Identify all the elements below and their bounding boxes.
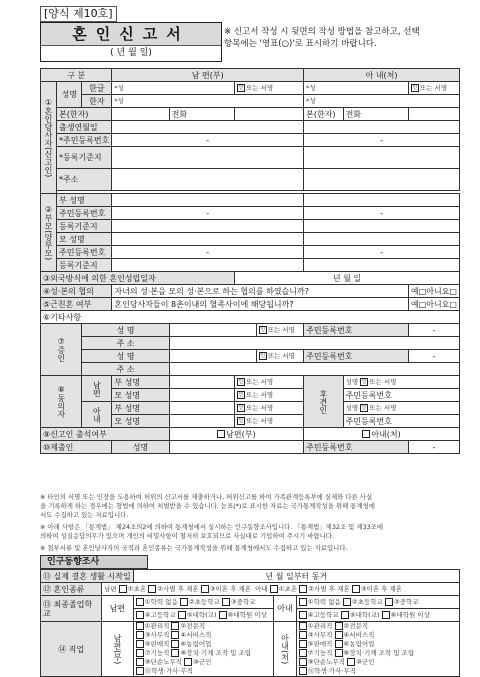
father-family-reg-label: 등록기준지 [57, 220, 112, 233]
form-number: [양식 제10호] [40, 6, 117, 22]
husband-father-resident-field[interactable]: - [112, 207, 304, 220]
checkbox-icon [352, 585, 360, 593]
hangul-label: 한글 [82, 82, 112, 95]
mother-family-reg-label: 등록기준지 [57, 259, 112, 272]
note-line: 의하여 성실응답의무가 있으며 개인의 비밀사항이 철저히 보호되므로 사실대로 기입하여 주시기 바랍니다. [40, 532, 334, 540]
submitter-name-label: 성명 [112, 441, 169, 454]
guardian-label: 후견인 [304, 376, 343, 428]
wife-phone-label: 전화 [343, 108, 408, 121]
wife-name-hangul-field[interactable]: *성 [304, 82, 409, 95]
checkbox-icon [299, 658, 307, 666]
seal-icon: 인 [361, 378, 367, 385]
checkbox-icon [343, 598, 351, 606]
checkbox-icon [148, 585, 156, 593]
consent-wife-mother-seal[interactable]: 인 또는 서명 [234, 415, 303, 428]
husband-family-reg-field[interactable] [112, 147, 304, 169]
checkbox-icon [299, 598, 307, 606]
seal-icon: 인 [238, 404, 244, 411]
witness1-seal[interactable]: 인 또는 서명 [256, 324, 303, 337]
marriage-type-options[interactable]: 남편 ①초혼 ②사별 후 재혼 ③이혼 후 재혼 아내 ①초혼 ②사별 후 재혼 ③이혼 후 재혼 [102, 583, 460, 596]
instructions-notice [224, 26, 459, 50]
surname-agreement-label: ④성·본의 협의 [41, 285, 112, 298]
consent-husband-label: 남편 [82, 376, 112, 402]
husband-mother-name-field[interactable] [112, 233, 304, 246]
wife-phone-field[interactable] [408, 108, 459, 121]
attendance-label: ⑨신고인 출석여부 [41, 428, 170, 441]
witness1-address-label: 주 소 [82, 337, 169, 350]
note-line: 서도 수집하고 있는 자료입니다. [40, 511, 129, 519]
checkbox-icon [171, 640, 179, 648]
address-label: *주소 [57, 169, 112, 191]
husband-mother-reg-field[interactable] [112, 259, 304, 272]
submitter-name-field[interactable] [169, 441, 303, 454]
witness2-name-label: 성 명 [82, 350, 169, 363]
wife-family-reg-field[interactable] [304, 147, 460, 169]
wife-mother-reg-field[interactable] [304, 259, 460, 272]
checkbox-icon [136, 598, 144, 606]
other-items-field[interactable]: ⑥기타사항 [41, 311, 460, 324]
foreign-method-date-field[interactable]: 년 월 일 [234, 272, 459, 285]
husband-father-name-field[interactable] [112, 194, 304, 207]
husband-name-hanja-field[interactable]: *성 [112, 95, 304, 108]
checkbox-icon [136, 622, 144, 630]
seal-icon: 인 [260, 352, 266, 359]
checkbox-icon [341, 611, 349, 619]
checkbox-icon [136, 611, 144, 619]
checkbox-icon [136, 649, 144, 657]
checkbox-icon [219, 611, 227, 619]
note-line: ※ 아래 사항은 「통계법」 제24조의2에 의하여 통계청에서 실시하는 인구동향조사입니다. 「통계법」제32조 및 제33조에 [40, 523, 384, 531]
seal-icon: 인 [412, 84, 418, 91]
witness1-resident-field[interactable]: - [408, 324, 459, 337]
hanja-label: 한자 [82, 95, 112, 108]
seal-icon: 인 [238, 84, 244, 91]
checkbox-icon [136, 667, 144, 675]
wife-header: 아 내(처) [304, 69, 460, 82]
submitter-resident-field[interactable]: - [408, 441, 459, 454]
husband-mother-resident-field[interactable]: - [112, 246, 304, 259]
section-label-parents: ②부모(양부모) [41, 194, 57, 272]
seal-icon: 인 [238, 391, 244, 398]
note-line: ※ 타인의 서명 또는 인장을 도용하여 허위의 신고서를 제출하거나, 허위신고를 하여 가족관계등록부에 실제와 다른 사실 [40, 493, 373, 501]
checkbox-icon [335, 631, 343, 639]
submitter-resident-label: 주민등록번호 [304, 441, 409, 454]
consent-wife-mother-label: 모 성명 [112, 415, 169, 428]
edu-husband-label: 남편 [102, 596, 134, 622]
wife-address-field[interactable] [304, 169, 460, 191]
family-reg-label: *등록기준지 [57, 147, 112, 169]
checkbox-icon [299, 667, 307, 675]
note-line: ※ 첨부서류 및 혼인당사자의 국적과 혼인종류는 국가통계작성을 위해 통계청에서도 수집하고 있는 자료입니다. [40, 544, 348, 552]
father-resident-label: 주민등록번호 [57, 207, 112, 220]
close-kin-yes-no[interactable]: 예□아니요□ [408, 298, 459, 311]
consent-husband-mother-field[interactable] [169, 389, 234, 402]
stats-table [40, 569, 460, 677]
edu-husband-row2[interactable]: ④고등학교 ⑤대학(교) ⑥대학원 이상 [133, 609, 274, 622]
husband-name-hangul-field[interactable]: *성 [112, 82, 235, 95]
seal-icon: 인 [238, 378, 244, 385]
checkbox-icon [347, 658, 355, 666]
section-label-witness: ⑦증인 [41, 324, 82, 376]
wife-mother-resident-field[interactable]: - [304, 246, 460, 259]
living-start-field[interactable]: 년 월 일부터 동거 [133, 570, 459, 583]
checkbox-icon [171, 631, 179, 639]
checkbox-icon [270, 585, 278, 593]
section-label-parties: ①혼인당사자(신고인) [41, 82, 57, 194]
foreign-method-label: ③외국방식에 의한 혼인성립일자 [41, 272, 235, 285]
surname-agreement-question: 자녀의 성·본을 모의 성·본으로 하는 협의를 하였습니까? [112, 285, 409, 298]
close-kin-label: ⑤근친혼 여부 [41, 298, 112, 311]
consent-wife-father-label: 부 성명 [112, 402, 169, 415]
guardian2-name-field[interactable]: 성명 인 또는 서명 [343, 402, 459, 415]
wife-bon-label: 본(한자) [304, 108, 343, 121]
consent-husband-father-label: 부 성명 [112, 376, 169, 389]
education-label: ⑬ 최종졸업학교 [41, 596, 102, 622]
checkbox-icon [299, 611, 307, 619]
job-husband-label: 남편(부) [102, 622, 134, 677]
mother-resident-label: 주민등록번호 [57, 246, 112, 259]
husband-phone-label: 전화 [169, 108, 234, 121]
father-name-label: 부 성명 [57, 194, 112, 207]
edu-wife-row2[interactable]: ④고등학교 ⑤대학(교) ⑥대학원 이상 [296, 609, 459, 622]
checkbox-icon [335, 640, 343, 648]
checkbox-icon [171, 622, 179, 630]
living-start-label: ⑪ 실제 결혼 생활 시작일 [41, 570, 134, 583]
consent-wife-father-seal[interactable]: 인 또는 서명 [234, 402, 303, 415]
husband-resident-no-field[interactable]: - [112, 134, 304, 147]
title-box [40, 22, 222, 62]
birth-label: 출생연월일 [57, 121, 112, 134]
note-line: 을 기록하게 하는 경우에는 형법에 의하여 처벌받을 수 있습니다. 눈표(*)로 표시한 자료는 국가통계작성을 위해 통계청에 [40, 502, 375, 510]
job-husband-options[interactable]: ①관리직 ②전문직 ③사무직 ④서비스직 ⑤판매직 ⑥농림어업 ⑦기능직 ⑧장치·기계 조작 및 조립 ⑨단순노무직 ⑩군인 ⑪학생·가사·무직 [133, 622, 274, 677]
submitter-label: ⑩제출인 [41, 441, 112, 454]
wife-name-hanja-field[interactable]: *성 [304, 95, 460, 108]
seal-icon: 인 [361, 404, 367, 411]
wife-mother-name-field[interactable] [304, 233, 460, 246]
name-label: 성명 [57, 82, 82, 108]
wife-resident-no-field[interactable]: - [304, 134, 460, 147]
checkbox-icon [385, 598, 393, 606]
consent-husband-mother-label: 모 성명 [112, 389, 169, 402]
consent-wife-mother-field[interactable] [169, 415, 234, 428]
checkbox-icon [299, 640, 307, 648]
witness1-name-label: 성 명 [82, 324, 169, 337]
checkbox-icon [184, 658, 192, 666]
checkbox-icon [119, 585, 127, 593]
checkbox-icon [362, 430, 370, 438]
bon-label: 본(한자) [57, 108, 112, 121]
guardian-name-field[interactable]: 성명 인 또는 서명 [343, 376, 459, 389]
checkbox-icon [335, 622, 343, 630]
notice-line-2: 항목에는 '영표(○)'로 표시하기 바랍니다. [224, 39, 377, 49]
husband-phone-field[interactable] [234, 108, 303, 121]
witness2-resident-label: 주민등록번호 [304, 350, 409, 363]
guardian2-resident-field[interactable]: 주민등록번호 [343, 415, 459, 428]
checkbox-icon [180, 598, 188, 606]
consent-wife-label: 아내 [82, 402, 112, 428]
notice-line-1: ※ 신고서 작성 시 뒷면의 작성 방법을 참고하고, 선택 [224, 27, 420, 37]
checkbox-icon [217, 430, 225, 438]
checkbox-icon [136, 631, 144, 639]
witness1-resident-label: 주민등록번호 [304, 324, 409, 337]
husband-seal[interactable]: 인 또는 서명 [234, 82, 303, 95]
seal-icon: 인 [260, 326, 266, 333]
checkbox-icon [299, 649, 307, 657]
checkbox-icon [299, 622, 307, 630]
consent-husband-father-field[interactable] [169, 376, 234, 389]
witness2-address-label: 주 소 [82, 363, 169, 376]
guardian-resident-field[interactable]: 주민등록번호 [343, 389, 459, 402]
checkbox-icon [335, 649, 343, 657]
job-wife-options[interactable]: ①관리직 ②전문직 ③사무직 ④서비스직 ⑤판매직 ⑥농림어업 ⑦기능직 ⑧장치·기계 조작 및 조립 ⑨단순노무직 ⑩군인 ⑪학생·가사·무직 [296, 622, 459, 677]
mother-name-label: 모 성명 [57, 233, 112, 246]
edu-husband-row1[interactable]: ①학력 없음 ②초등학교 ③중학교 [133, 596, 274, 609]
marriage-type-label: ⑫ 혼인종류 [41, 583, 102, 596]
witness2-resident-field[interactable]: - [408, 350, 459, 363]
checkbox-icon [222, 598, 230, 606]
consent-husband-mother-seal[interactable]: 인 또는 서명 [234, 389, 303, 402]
husband-address-field[interactable] [112, 169, 304, 191]
checkbox-icon [171, 649, 179, 657]
form-title: 혼인신고서 [41, 23, 221, 46]
checkbox-icon [136, 658, 144, 666]
col-label: 구 분 [41, 69, 112, 82]
checkbox-icon [299, 631, 307, 639]
witness1-address-field[interactable] [169, 337, 459, 350]
checkbox-icon [136, 640, 144, 648]
report-date[interactable]: ( 년 월 일) [110, 48, 152, 58]
edu-wife-row1[interactable]: ①학력 없음 ②초등학교 ③중학교 [296, 596, 459, 609]
job-wife-label: 아내(처) [274, 622, 296, 677]
surname-agreement-yes-no[interactable]: 예□아니요□ [408, 285, 459, 298]
consent-wife-father-field[interactable] [169, 402, 234, 415]
wife-father-name-field[interactable] [304, 194, 460, 207]
job-label: ⑭ 직업 [41, 622, 102, 677]
checkbox-icon [382, 611, 390, 619]
husband-father-reg-field[interactable] [112, 220, 304, 233]
husband-birth-field[interactable] [112, 121, 304, 134]
witness2-address-field[interactable] [169, 363, 459, 376]
wife-seal[interactable]: 인 또는 서명 [408, 82, 459, 95]
husband-bon-field[interactable] [112, 108, 169, 121]
marriage-form-table [40, 68, 460, 454]
stats-title: 인구동향조사 [40, 555, 148, 569]
seal-icon: 인 [238, 417, 244, 424]
witness1-name-field[interactable] [169, 324, 256, 337]
section-label-consent: ⑧동의자 [41, 376, 82, 428]
attendance-wife-option[interactable]: 아내(처) [304, 428, 460, 441]
edu-wife-label: 아내 [274, 596, 296, 622]
consent-husband-father-seal[interactable]: 인 또는 서명 [234, 376, 303, 389]
attendance-husband-option[interactable]: 남편(부) [169, 428, 303, 441]
checkbox-icon [201, 585, 209, 593]
husband-header: 남 편(부) [112, 69, 304, 82]
resident-no-label: *주민등록번호 [57, 134, 112, 147]
wife-father-reg-field[interactable] [304, 220, 460, 233]
witness2-name-field[interactable] [169, 350, 256, 363]
witness2-seal[interactable]: 인 또는 서명 [256, 350, 303, 363]
close-kin-question: 혼인당사자들이 8촌이내의 혈족사이에 해당됩니까? [112, 298, 409, 311]
wife-father-resident-field[interactable]: - [304, 207, 460, 220]
checkbox-icon [299, 585, 307, 593]
wife-birth-field[interactable] [304, 121, 460, 134]
checkbox-icon [178, 611, 186, 619]
legal-notes [40, 493, 460, 553]
